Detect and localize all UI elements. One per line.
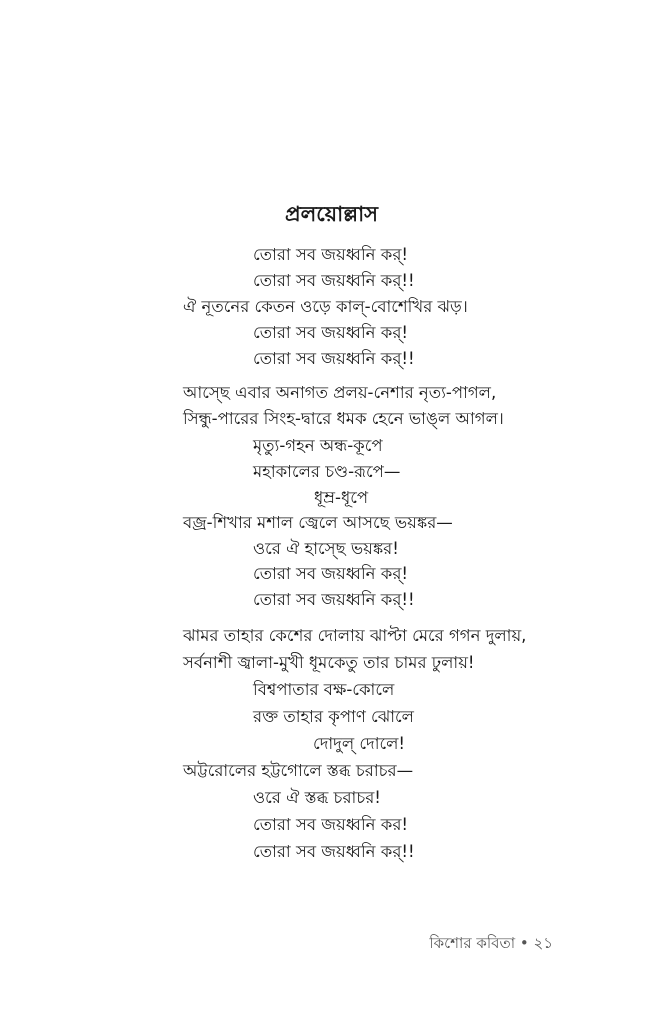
poem-line: তোরা সব জয়ধ্বনি কর্!! bbox=[253, 271, 415, 290]
poem-line: অট্টরোলের হট্টগোলে স্তব্ধ চরাচর— bbox=[183, 761, 414, 780]
poem-line: ঝামর তাহার কেশের দোলায় ঝাপ্টা মেরে গগন দুলায়, bbox=[183, 626, 527, 645]
poem-title: প্রলয়োল্লাস bbox=[284, 202, 379, 226]
poem-line: রক্ত তাহার কৃপাণ ঝোলে bbox=[253, 707, 414, 726]
poem-line: বজ্র-শিখার মশাল জ্বেলে আসছে ভয়ঙ্কর— bbox=[183, 513, 453, 532]
poem-line: সিন্ধু-পারের সিংহ-দ্বারে ধমক হেনে ভাঙ্ল আগল। bbox=[183, 409, 504, 428]
poem-line: আস্ছে এবার অনাগত প্রলয়-নেশার নৃত্য-পাগল, bbox=[183, 383, 497, 402]
poem-line: মৃত্যু-গহন অন্ধ-কূপে bbox=[253, 436, 383, 455]
poem-line: ওরে ঐ হাস্ছে ভয়ঙ্কর! bbox=[253, 539, 399, 558]
poem-line: তোরা সব জয়ধ্বনি কর! bbox=[253, 815, 409, 834]
poem-line: তোরা সব জয়ধ্বনি কর্! bbox=[253, 323, 409, 342]
poem-line: দোদুল্ দোলে! bbox=[313, 734, 406, 753]
poem-line: তোরা সব জয়ধ্বনি কর্!! bbox=[253, 590, 415, 609]
poem-line: তোরা সব জয়ধ্বনি কর্! bbox=[253, 245, 409, 264]
poem-line: ঐ নূতনের কেতন ওড়ে কাল্-বোশেখির ঝড়। bbox=[183, 297, 468, 316]
poem-line: বিশ্বপাতার বক্ষ-কোলে bbox=[253, 680, 395, 699]
poem-line: ধূম্র-ধূপে bbox=[314, 488, 369, 507]
poem-line: সর্বনাশী জ্বালা-মুখী ধূমকেতু তার চামর ঢুলায়! bbox=[183, 653, 475, 672]
poem-line: মহাকালের চণ্ড-রূপে— bbox=[253, 462, 401, 481]
poem-line: ওরে ঐ স্তব্ধ চরাচর! bbox=[253, 788, 381, 807]
page-footer: কিশোর কবিতা • ২১ bbox=[429, 934, 553, 952]
poem-line: তোরা সব জয়ধ্বনি কর্! bbox=[253, 564, 409, 583]
poem-line: তোরা সব জয়ধ্বনি কর্!! bbox=[253, 349, 415, 368]
poem-line: তোরা সব জয়ধ্বনি কর্!! bbox=[253, 842, 415, 861]
